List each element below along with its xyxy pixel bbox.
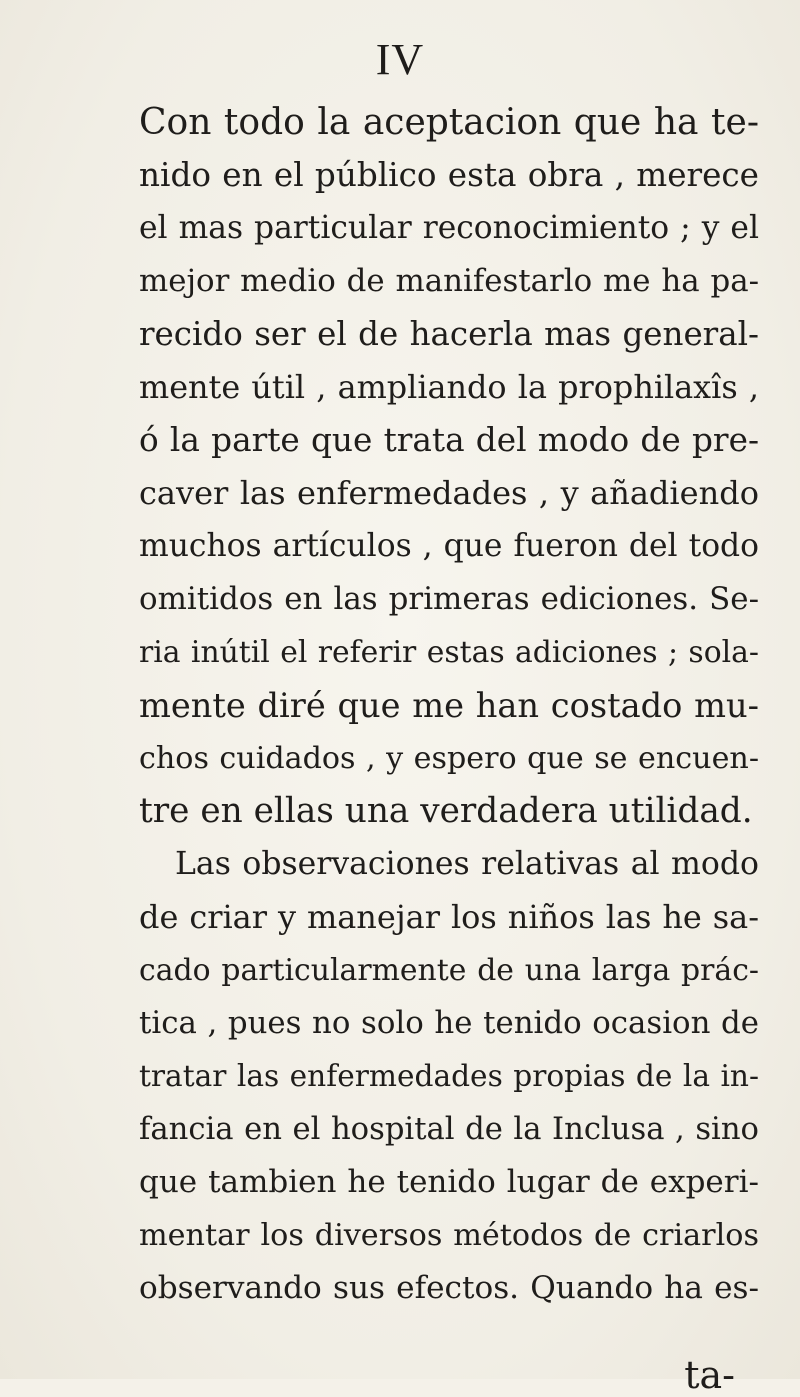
text-line: mentar los diversos métodos de criarlos [139, 1218, 759, 1253]
page-number: IV [375, 35, 425, 84]
text-line: observando sus efectos. Quando ha es- [139, 1270, 759, 1306]
text-line: chos cuidados , y espero que se encuen- [139, 741, 759, 776]
text-line: que tambien he tenido lugar de experi- [139, 1164, 759, 1200]
catchword: ta- [684, 1353, 735, 1397]
text-line: ó la parte que trata del modo de pre- [139, 421, 759, 459]
text-line: el mas particular reconocimiento ; y el [139, 210, 759, 246]
text-line: ria inútil el referir estas adiciones ; sola- [139, 635, 759, 670]
text-line: tre en ellas una verdadera utilidad. [139, 791, 753, 831]
text-line: tica , pues no solo he tenido ocasion de [139, 1005, 759, 1041]
page-body [139, 96, 759, 1315]
text-line: nido en el público esta obra , merece [139, 156, 759, 194]
text-line: omitidos en las primeras ediciones. Se- [139, 581, 759, 617]
text-line: mejor medio de manifestarlo me ha pa- [139, 263, 759, 299]
text-line: mente útil , ampliando la prophilaxîs , [139, 368, 759, 406]
text-line: mente diré que me han costado mu- [139, 686, 759, 725]
text-line: de criar y manejar los niños las he sa- [139, 898, 759, 936]
text-line: cado particularmente de una larga prác- [139, 953, 759, 988]
text-line: muchos artículos , que fueron del todo [139, 528, 759, 564]
text-line: recido ser el de hacerla mas general- [139, 315, 759, 353]
text-line: Las observaciones relativas al modo [175, 846, 759, 882]
text-line: Con todo la aceptacion que ha te- [139, 102, 759, 143]
text-line: fancia en el hospital de la Inclusa , sino [139, 1112, 759, 1147]
text-line: tratar las enfermedades propias de la in- [139, 1059, 759, 1093]
text-line: caver las enfermedades , y añadiendo [139, 474, 759, 512]
